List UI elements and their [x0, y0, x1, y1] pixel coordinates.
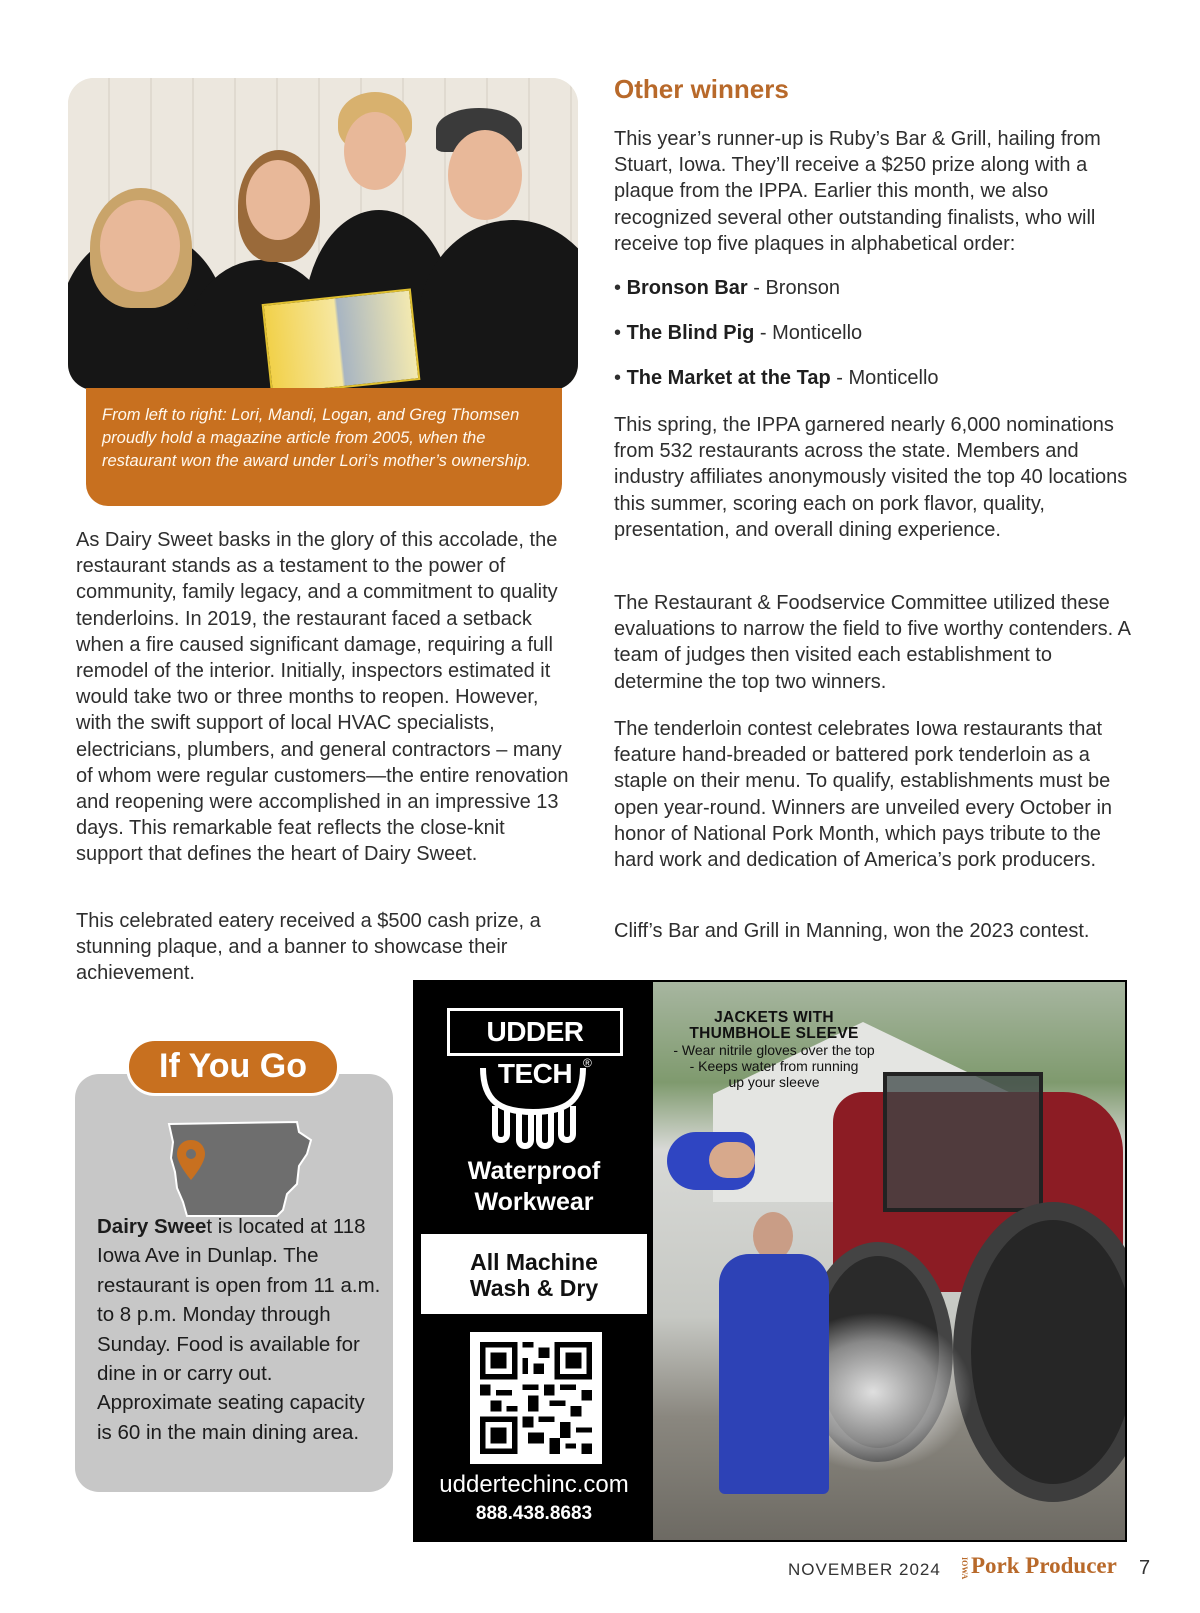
ad-headline [415, 1156, 653, 1218]
note-line-3: up your sleeve [728, 1074, 820, 1090]
previous-winner-paragraph: Cliff’s Bar and Grill in Manning, won the 2023 contest. [614, 920, 1090, 942]
iowa-map-icon [165, 1118, 315, 1218]
contest-paragraph: The tenderloin contest celebrates Iowa restaurants that feature hand-breaded or battered pork tenderloin as a staple on their menu. To qualify, establishments must be open year-round. Winners are unveiled every October in honor of National Pork Month, which pays tribute to the hard work and dedication of America’s pork producers. [614, 718, 1113, 872]
worker-coverall [719, 1254, 829, 1494]
finalist-name: The Market at the Tap [626, 367, 831, 389]
note-line-1: - Wear nitrile gloves over the top [673, 1042, 875, 1058]
photo-caption: From left to right: Lori, Mandi, Logan, and Greg Thomsen proudly hold a magazine article from 2005, when the restaurant won the award under Lori’s mother’s ownership. [86, 388, 562, 506]
headline-line-2: Workwear [474, 1188, 594, 1216]
qr-code-icon [480, 1342, 592, 1454]
finalist-item: • Bronson Bar - Bronson [614, 277, 840, 299]
logo-text: Pork Producer [971, 1553, 1117, 1578]
ad-website[interactable]: uddertechinc.com [439, 1471, 629, 1498]
qr-code[interactable] [470, 1332, 602, 1464]
dairy-sweet-paragraph: As Dairy Sweet basks in the glory of this accolade, the restaurant stands as a testament to the power of community, family legacy, and a commitment to quality tenderloins. In 2019, the restaurant faced a setback when a fire caused significant damage, requiring a full remodel of the interior. Initially, inspectors estimated it would take two or three months to reopen. However, with the swift support of local HVAC specialists, electricians, plumbers, and general contractors – many of whom were regular customers—the entire renovation and reopening were accomplished in an impressive 13 days. This remarkable feat reflects the close-knit support that defines the heart of Dairy Sweet. [76, 529, 569, 866]
restaurant-details: is located at 118 Iowa Ave in Dunlap. The restaurant is open from 11 a.m. to 8 p.m. Monday through Sunday. Food is available for dine in or carry out. Approximate seating capacity is 60 in the main dining area. [97, 1215, 381, 1444]
machine-wash-box [421, 1234, 647, 1314]
runner-up-paragraph: This year’s runner-up is Ruby’s Bar & Grill, hailing from Stuart, Iowa. They’ll receive a $250 prize along with a plaque from the IPPA. Earlier this month, we also recognized several other outstanding finalists, who will receive top five plaques in alphabetical order: [614, 128, 1101, 255]
committee-paragraph: The Restaurant & Foodservice Committee utilized these evaluations to narrow the field to five worthy contenders. A team of judges then visited each establishment to determine the top two winners. [614, 592, 1130, 693]
finalist-item: • The Market at the Tap - Monticello [614, 367, 939, 389]
udder-logo-icon [477, 1062, 589, 1150]
finalist-town: Bronson [765, 277, 840, 299]
other-winners-heading: Other winners [614, 74, 789, 104]
person-logan-face [344, 112, 406, 190]
publication-logo [960, 1553, 1117, 1579]
restaurant-name-bold: Dairy Swee [97, 1215, 207, 1238]
machine-wash-line-1: All Machine [470, 1249, 598, 1275]
tractor-cab [883, 1072, 1043, 1212]
logo-prefix: IOWA [960, 1556, 969, 1579]
jacket-note [661, 1010, 887, 1090]
finalist-town: Monticello [848, 367, 939, 389]
issue-date: NOVEMBER 2024 [788, 1560, 941, 1579]
note-line-2: - Keeps water from running [689, 1058, 859, 1074]
finalist-name: The Blind Pig [626, 322, 755, 344]
finalist-town: Monticello [772, 322, 863, 344]
person-lori-face [100, 200, 180, 292]
if-you-go-title: If You Go [126, 1038, 340, 1096]
note-title-line-1: JACKETS WITH [714, 1009, 834, 1026]
person-greg-face [448, 130, 522, 220]
registered-mark: ® [583, 1056, 592, 1070]
ad-left-panel [415, 982, 653, 1540]
magazine-article [262, 288, 421, 390]
page-number: 7 [1139, 1557, 1151, 1579]
finalist-name: Bronson Bar [626, 277, 748, 299]
headline-line-1: Waterproof [467, 1157, 601, 1185]
restaurant-name-rest: t [206, 1215, 213, 1238]
note-title-line-2: THUMBHOLE SLEEVE [689, 1025, 859, 1042]
prize-paragraph: This celebrated eatery received a $500 cash prize, a stunning plaque, and a banner to showcase their achievement. [76, 910, 541, 985]
machine-wash-line-2: Wash & Dry [469, 1275, 599, 1301]
person-mandi-face [246, 160, 310, 240]
worker-head [753, 1212, 793, 1260]
brand-logo: UDDER TECH [447, 1008, 623, 1056]
udder-tech-ad[interactable] [413, 980, 1127, 1542]
if-you-go-details [97, 1212, 382, 1447]
nominations-paragraph: This spring, the IPPA garnered nearly 6,000 nominations from 532 restaurants across the state. Members and industry affiliates anonymously visited the top 40 locations this summer, scoring each on pork flavor, quality, presentation, and overall dining experience. [614, 414, 1128, 541]
ad-phone[interactable]: 888.438.8683 [475, 1503, 593, 1524]
family-photo [68, 78, 578, 390]
finalist-item: • The Blind Pig - Monticello [614, 322, 863, 344]
glove-hand [709, 1142, 755, 1178]
